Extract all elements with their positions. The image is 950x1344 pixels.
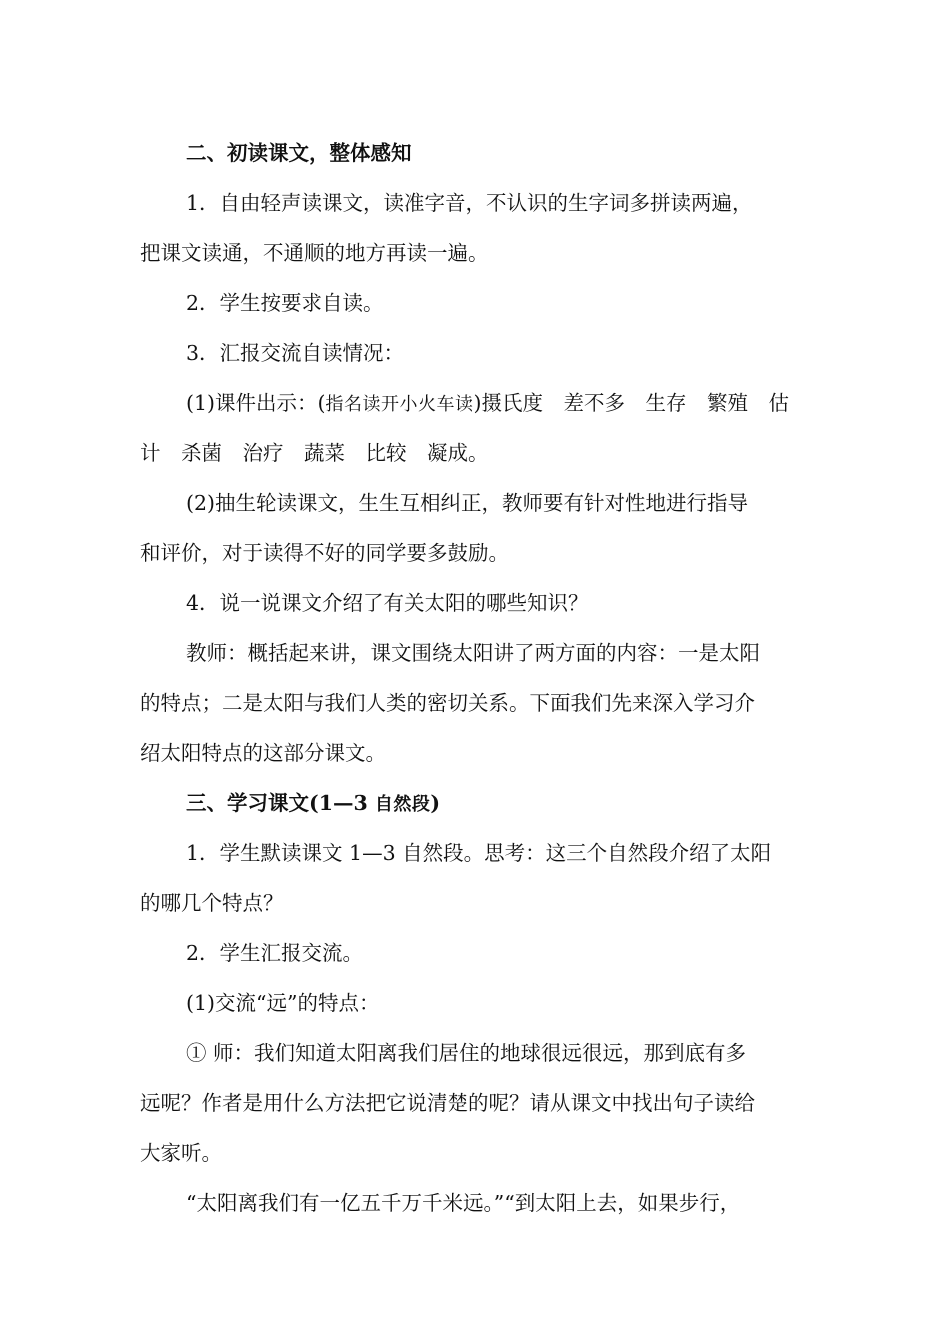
paragraph-line: (1)交流“远”的特点： xyxy=(186,991,380,1015)
paragraph-line: 大家听。 xyxy=(140,1141,222,1165)
paragraph-line: 绍太阳特点的这部分课文。 xyxy=(140,741,386,765)
text-run: (1)课件出示：( xyxy=(186,391,326,415)
text-run: 三、学习课文(1—3 xyxy=(186,791,375,815)
paragraph-line: 4．说一说课文介绍了有关太阳的哪些知识？ xyxy=(186,591,589,615)
text-run: )摄氏度 差不多 生存 繁殖 估 xyxy=(473,391,790,415)
section-heading-learning xyxy=(140,778,812,828)
paragraph-line: 1．学生默读课文 1—3 自然段。思考：这三个自然段介绍了太阳 xyxy=(186,841,772,865)
paragraph-line: (2)抽生轮读课文，生生互相纠正，教师要有针对性地进行指导 xyxy=(186,491,749,515)
paragraph-line: 3．汇报交流自读情况： xyxy=(186,341,405,365)
paragraph-line: “太阳离我们有一亿五千万千米远。”“到太阳上去，如果步行， xyxy=(186,1191,741,1215)
paragraph-line: 的哪几个特点？ xyxy=(140,891,284,915)
annotation-text: 指名读开小火车读 xyxy=(325,394,474,415)
paragraph-line: 把课文读通，不通顺的地方再读一遍。 xyxy=(140,241,489,265)
annotation-text: 自然段 xyxy=(374,794,431,815)
document-body xyxy=(140,128,812,1228)
paragraph-line: 计 杀菌 治疗 蔬菜 比较 凝成。 xyxy=(140,441,489,465)
paragraph-line: 2．学生汇报交流。 xyxy=(186,941,364,965)
paragraph-line: 1．自由轻声读课文，读准字音，不认识的生字词多拼读两遍， xyxy=(186,191,753,215)
paragraph-line: ① 师：我们知道太阳离我们居住的地球很远很远，那到底有多 xyxy=(186,1041,747,1065)
section-heading-first-reading: 二、初读课文，整体感知 xyxy=(186,141,412,165)
paragraph-line: 2．学生按要求自读。 xyxy=(186,291,384,315)
text-run: ) xyxy=(430,791,441,815)
paragraph-line-vocab xyxy=(140,378,812,428)
paragraph-line: 的特点；二是太阳与我们人类的密切关系。下面我们先来深入学习介 xyxy=(140,691,755,715)
paragraph-line: 教师：概括起来讲，课文围绕太阳讲了两方面的内容：一是太阳 xyxy=(186,641,760,665)
paragraph-line: 和评价，对于读得不好的同学要多鼓励。 xyxy=(140,541,509,565)
paragraph-line: 远呢？作者是用什么方法把它说清楚的呢？请从课文中找出句子读给 xyxy=(140,1091,755,1115)
